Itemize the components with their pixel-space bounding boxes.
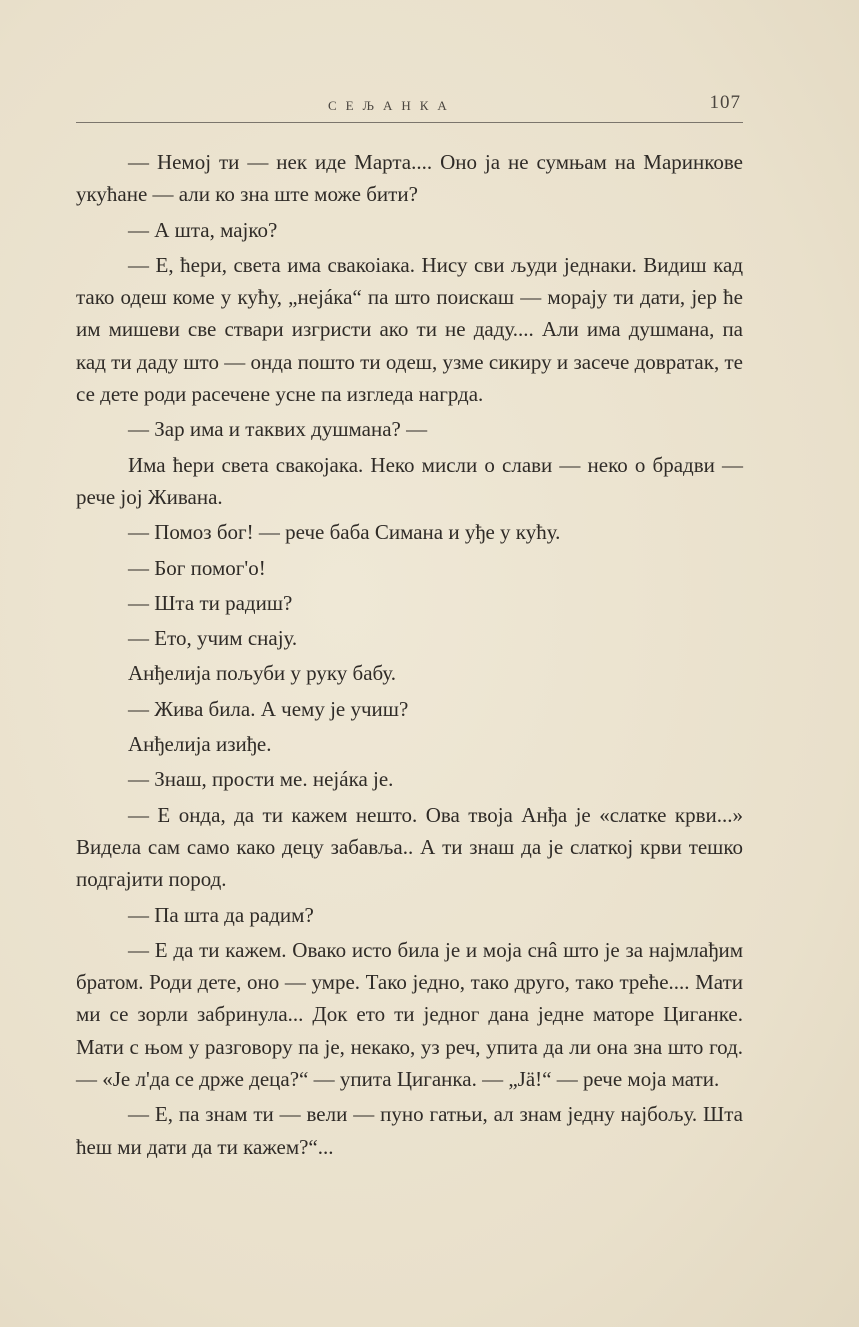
paragraph: Анђелија пољуби у руку бабу.	[128, 661, 397, 686]
paragraph: — Бог помог'о!	[128, 555, 266, 580]
paragraph: — Шта ти радиш?	[128, 590, 293, 615]
paragraph: — Ето, учим снају.	[128, 626, 298, 651]
running-title: СЕЉАНКА	[328, 98, 456, 113]
paragraph: — Е, па знам ти — вели — пуно гатњи, ал знам једну најбољу. Шта ћеш ми дати да ти кажем?“...	[76, 1102, 743, 1159]
paragraph: — Е, ћери, света има свакоіака. Нису сви људи једнаки. Видиш кад тако одеш коме у кућу, „нејáка“ па што поискаш — морају ти дати, јер ће им мишеви све ствари изгристи ако ти не даду.... Али има душмана, па кад ти даду што — онда пошто ти одеш, узме сикиру и засече довратак, те се дете роди расечене усне па изгледа нагрда.	[76, 252, 743, 407]
paragraph: — Знаш, прости ме. нејáка је.	[128, 767, 394, 792]
paragraph: — Па шта да радим?	[128, 902, 314, 927]
paragraph: — Жива била. А чему је учиш?	[128, 696, 409, 721]
paragraph: Има ћери света свакојака. Неко мисли о слави — неко о брадви — рече јој Живана.	[76, 452, 743, 509]
paragraph: — А шта, мајко?	[128, 217, 278, 242]
paragraph: Анђелија изиђе.	[128, 732, 272, 757]
paragraph: — Немој ти — нек иде Марта.... Оно ја не сумњам на Маринкове укућане — али ко зна ште може бити?	[76, 150, 743, 207]
body-text	[76, 146, 743, 1164]
running-header	[76, 92, 743, 123]
paragraph: — Помоз бог! — рече баба Симана и уђе у кућу.	[128, 520, 561, 545]
paragraph: — Е да ти кажем. Овако исто била је и моја снâ што је за најмлађим братом. Роди дете, оно — умре. Тако једно, тако друго, тако треће.... Мати ми се зорли забринула... Док ето ти једног дана једне маторе Циганке. Мати с њом у разговору па је, некако, уз реч, упита да ли она зна што год. — «Је л'да се држе деца?“ — упита Циганка. — „Jä!“ — рече моја мати.	[76, 937, 743, 1092]
page-number: 107	[709, 92, 741, 113]
paragraph: — Е онда, да ти кажем нешто. Ова твоја Анђа је «слатке крви...» Видела сам само како децу забавља.. А ти знаш да је слаткој крви тешко подгајити пород.	[76, 802, 743, 892]
paragraph: — Зар има и таквих душмана? —	[128, 417, 428, 442]
